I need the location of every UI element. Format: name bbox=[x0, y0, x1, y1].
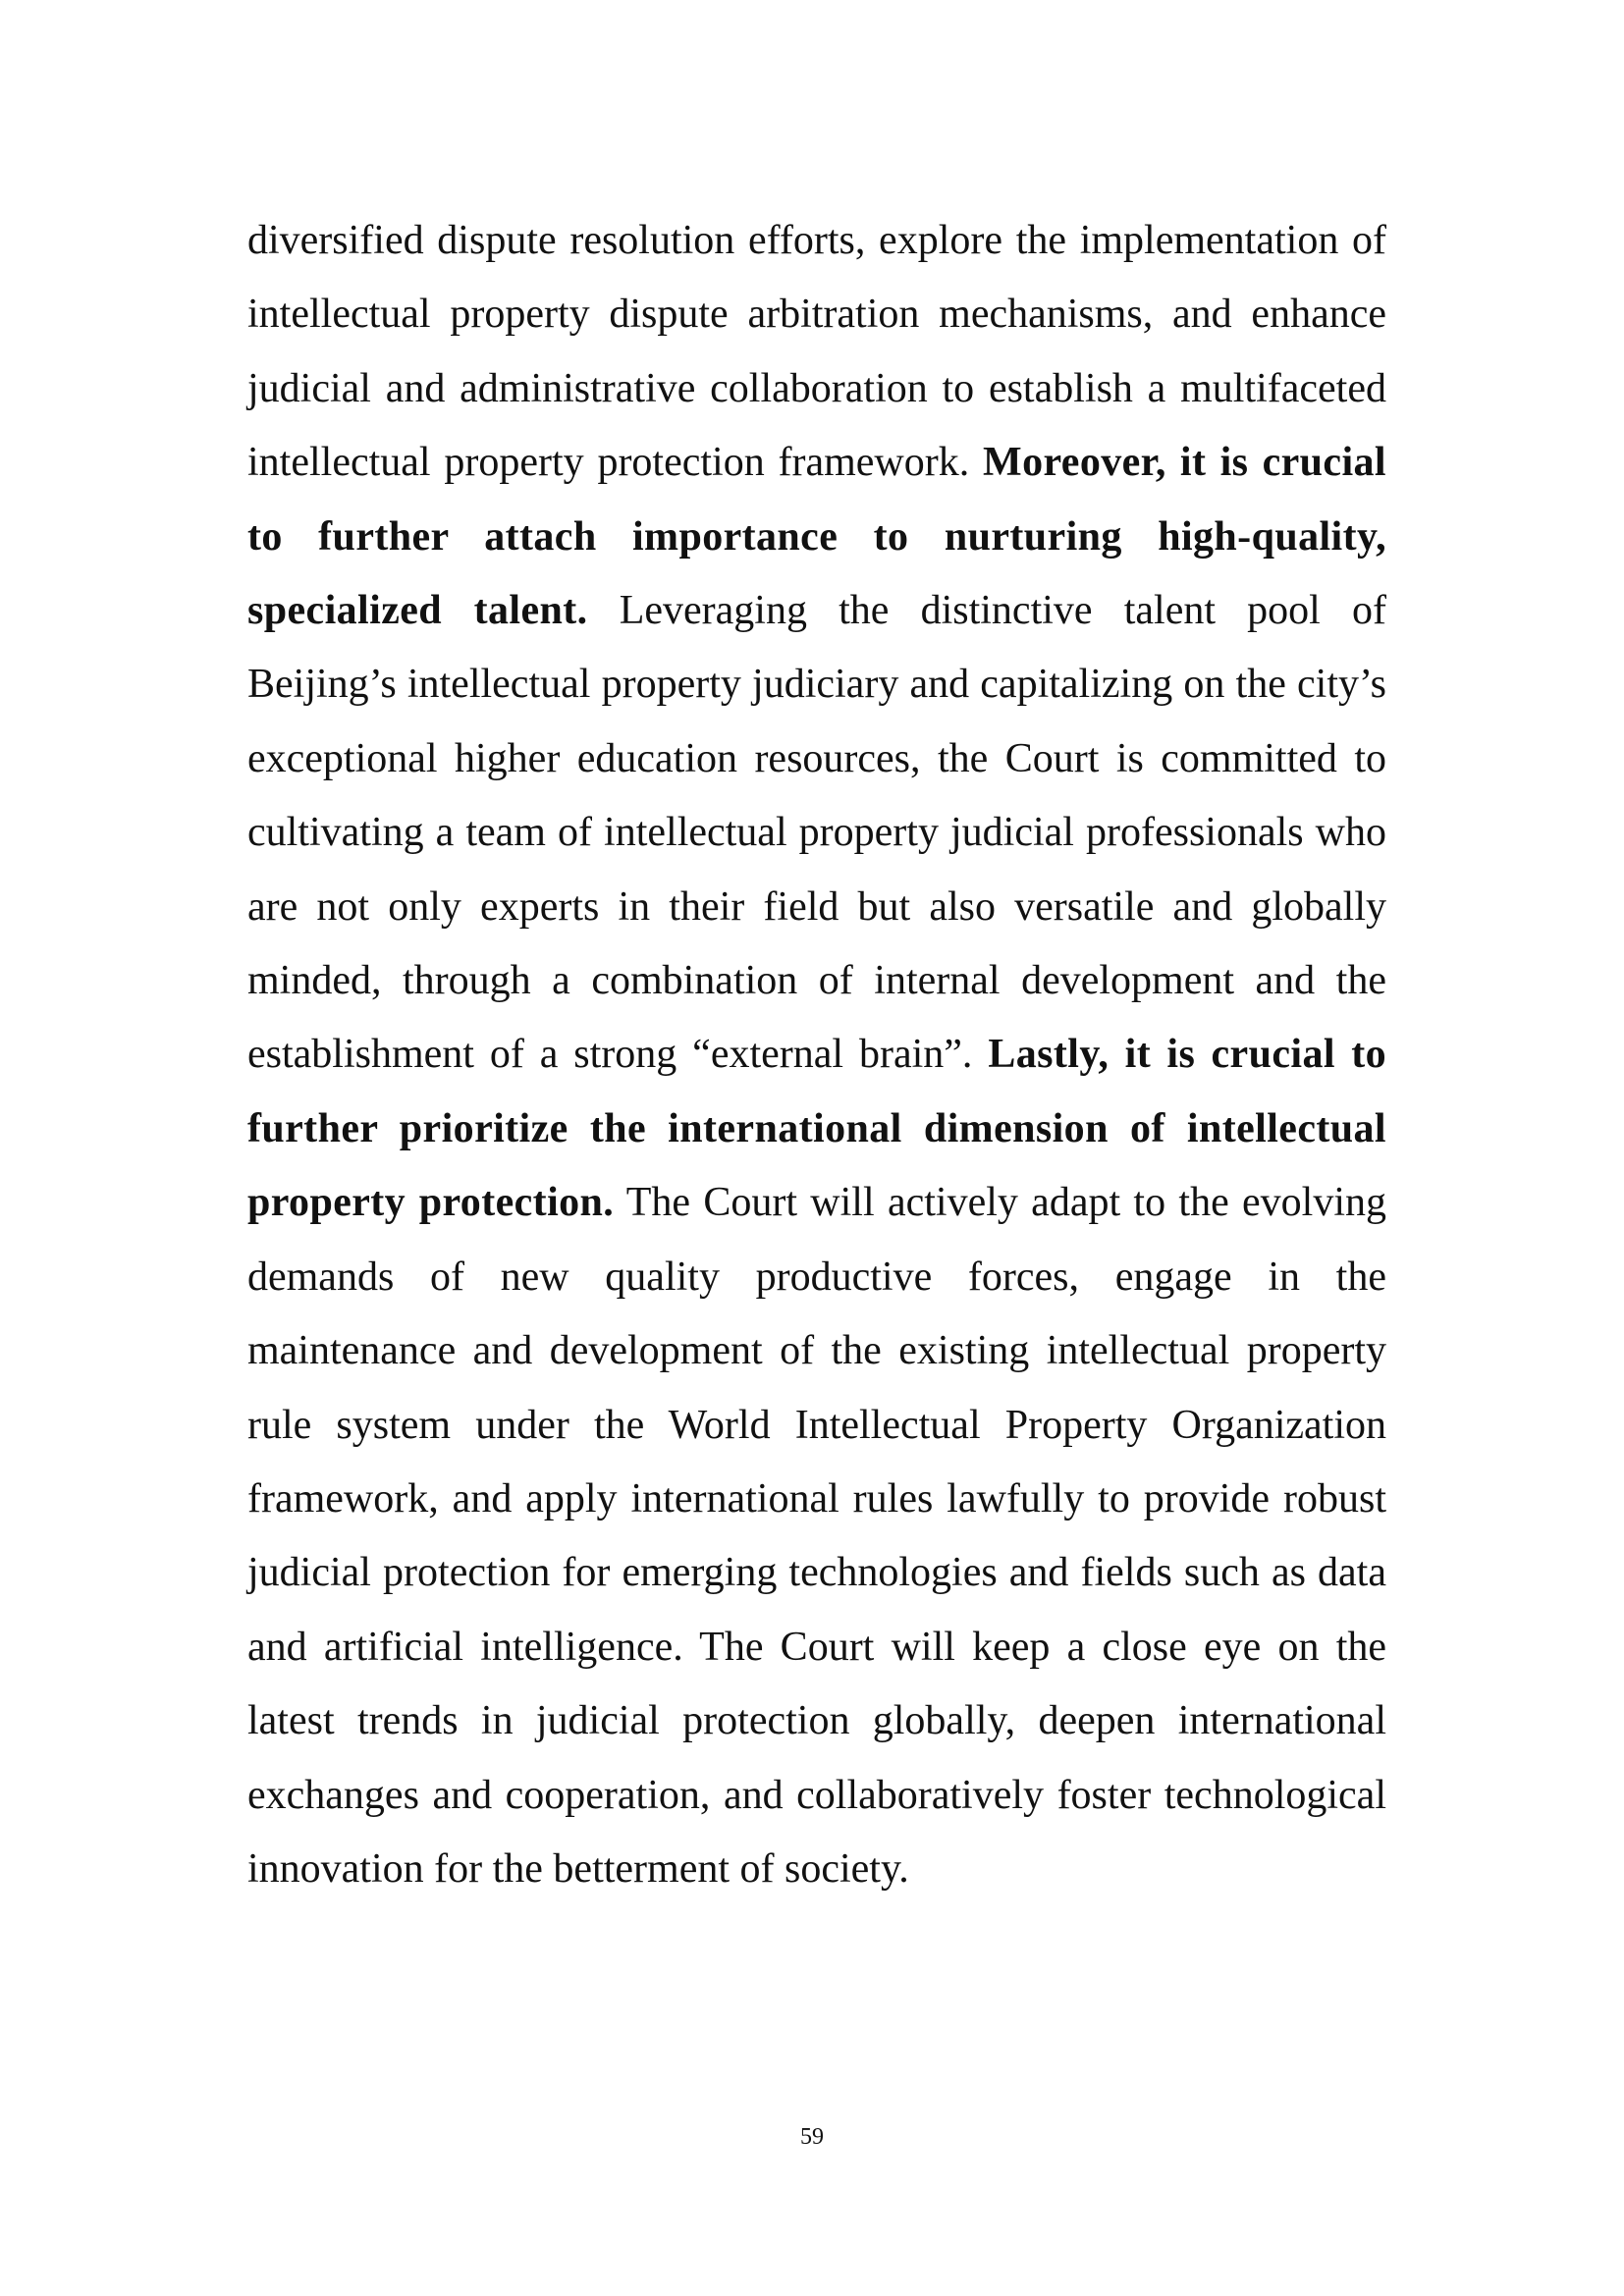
body-text bbox=[247, 204, 1386, 1906]
bold-statement-talent: Moreover, it is crucial to further attach importance to nurturing high-quality, specialized talent. bbox=[247, 440, 1386, 634]
text-segment: Leveraging the distinctive talent pool of Beijing’s intellectual property judiciary and capitalizing on the city’s exceptional higher education resources, the Court is committed to cultivating a team of intellectual property judicial professionals who are not only experts in their field but also versatile and globally minded, through a combination of internal development and the establishment of a strong “external brain”. bbox=[247, 588, 1386, 1078]
page-number: 59 bbox=[800, 2124, 824, 2150]
text-segment: The Court will actively adapt to the evolving demands of new quality productive forces, engage in the maintenance and development of the existing intellectual property rule system under the World Intellectual Property Organization framework, and apply international rules lawfully to provide robust judicial protection for emerging technologies and fields such as data and artificial intelligence. The Court will keep a close eye on the latest trends in judicial protection globally, deepen international exchanges and cooperation, and collaboratively foster technological innovation for the betterment of society. bbox=[247, 1180, 1386, 1892]
text-segment: diversified dispute resolution efforts, explore the implementation of intellectual property dispute arbitration mechanisms, and enhance judicial and administrative collaboration to establish a multifaceted intellectual property protection framework. bbox=[247, 218, 1386, 486]
bold-statement-international: Lastly, it is crucial to further prioritize the international dimension of intellectual property protection. bbox=[247, 1032, 1387, 1226]
paragraph bbox=[247, 204, 1386, 1906]
